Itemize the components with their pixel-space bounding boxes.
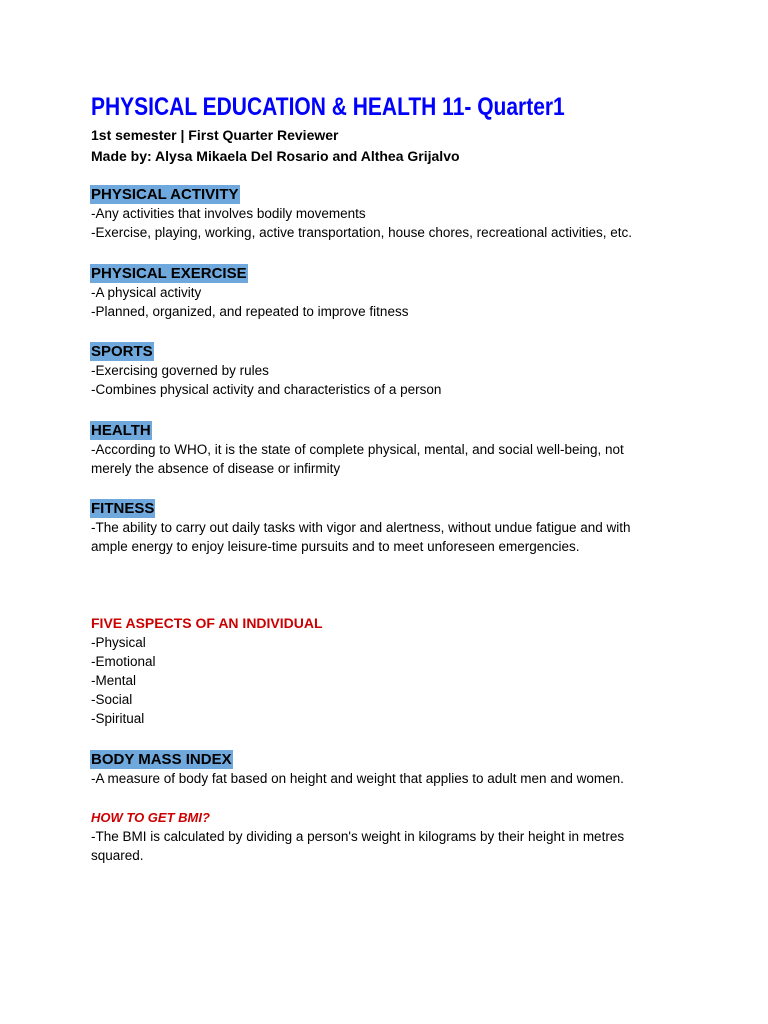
section-heading-red: FIVE ASPECTS OF AN INDIVIDUAL (91, 615, 323, 631)
section-line: -A measure of body fat based on height and weight that applies to adult men and women. (91, 771, 624, 786)
section-fitness (91, 499, 691, 556)
section-physical-exercise (91, 264, 691, 321)
list-item: -Emotional (91, 654, 156, 669)
subsection-heading-red: HOW TO GET BMI? (91, 810, 210, 825)
section-sports (91, 342, 691, 399)
section-paragraph: -The BMI is calculated by dividing a person's weight in kilograms by their height in metres squared. (91, 829, 625, 863)
list-item: -Spiritual (91, 711, 145, 726)
semester-line: 1st semester | First Quarter Reviewer (91, 127, 339, 143)
section-heading: HEALTH (91, 422, 151, 439)
section-heading: PHYSICAL ACTIVITY (91, 186, 239, 203)
section-heading: FITNESS (91, 500, 155, 517)
section-paragraph: -According to WHO, it is the state of complete physical, mental, and social well-being, not merely the absence of disease or infirmity (91, 442, 624, 476)
list-item: -Mental (91, 673, 137, 688)
section-line: -Any activities that involves bodily movements (91, 206, 366, 221)
section-line: -Planned, organized, and repeated to improve fitness (91, 304, 409, 319)
section-health (91, 421, 691, 478)
section-line: -Exercising governed by rules (91, 363, 269, 378)
section-heading: BODY MASS INDEX (91, 751, 232, 768)
section-line: -Exercise, playing, working, active transportation, house chores, recreational activities, etc. (91, 225, 633, 240)
section-physical-activity (91, 185, 691, 242)
authors-line: Made by: Alysa Mikaela Del Rosario and Althea Grijalvo (91, 148, 460, 164)
section-heading: SPORTS (91, 343, 153, 360)
section-paragraph: -The ability to carry out daily tasks with vigor and alertness, without undue fatigue and with ample energy to enjoy leisure-time pursuits and to meet unforeseen emergencies. (91, 520, 631, 554)
section-five-aspects (91, 614, 691, 728)
section-heading: PHYSICAL EXERCISE (91, 265, 247, 282)
section-line: -A physical activity (91, 285, 202, 300)
document-title: PHYSICAL EDUCATION & HEALTH 11- Quarter1 (91, 93, 565, 121)
list-item: -Physical (91, 635, 146, 650)
section-how-to-get-bmi (91, 808, 691, 865)
list-item: -Social (91, 692, 133, 707)
section-bmi (91, 750, 691, 788)
section-line: -Combines physical activity and characteristics of a person (91, 382, 442, 397)
